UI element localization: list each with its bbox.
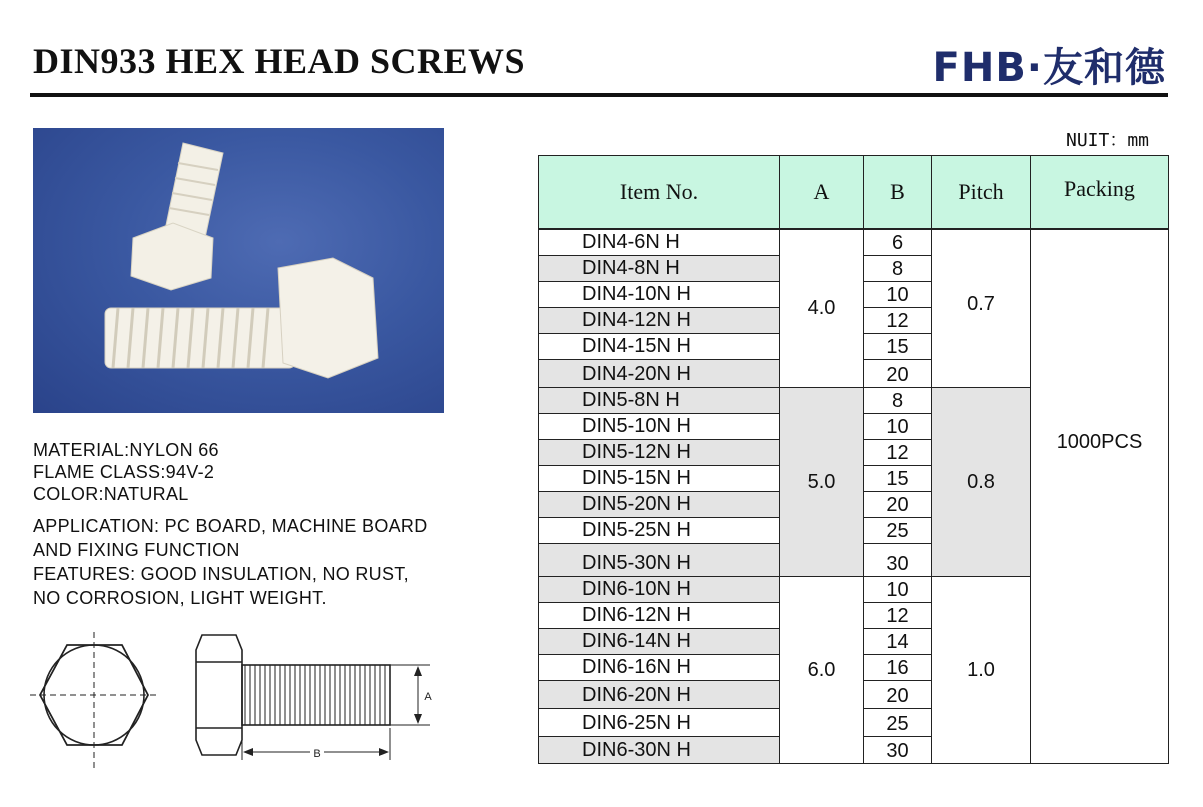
table-row-item: DIN5-15N H xyxy=(538,465,780,492)
header-a: A xyxy=(779,155,864,229)
features-line: NO CORROSION, LIGHT WEIGHT. xyxy=(33,588,327,608)
table-row-b: 10 xyxy=(863,281,932,308)
dimension-label-a: A xyxy=(424,691,432,703)
table-row-b: 12 xyxy=(863,602,932,629)
table-row-item: DIN6-14N H xyxy=(538,628,780,655)
table-row-item: DIN4-15N H xyxy=(538,333,780,360)
header-b: B xyxy=(863,155,932,229)
table-row-item: DIN6-10N H xyxy=(538,576,780,603)
header-item-no: Item No. xyxy=(538,155,780,229)
table-row-b: 16 xyxy=(863,654,932,681)
table-row-b: 20 xyxy=(863,680,932,709)
title-divider xyxy=(30,93,1168,97)
application-line: AND FIXING FUNCTION xyxy=(33,540,240,560)
specs-list xyxy=(33,439,219,505)
dimension-label-b: B xyxy=(313,748,321,760)
table-row-item: DIN6-25N H xyxy=(538,708,780,737)
spec-color: COLOR:NATURAL xyxy=(33,484,189,504)
table-row-item: DIN4-8N H xyxy=(538,255,780,282)
table-packing-value: 1000PCS xyxy=(1030,229,1169,764)
table-row-b: 6 xyxy=(863,229,932,256)
table-row-b: 8 xyxy=(863,387,932,414)
table-row-item: DIN4-10N H xyxy=(538,281,780,308)
table-row-b: 30 xyxy=(863,736,932,764)
table-row-item: DIN6-12N H xyxy=(538,602,780,629)
header-packing: Packing xyxy=(1030,155,1169,229)
table-row-item: DIN5-25N H xyxy=(538,517,780,544)
table-row-item: DIN6-16N H xyxy=(538,654,780,681)
table-row-b: 12 xyxy=(863,439,932,466)
header-pitch: Pitch xyxy=(931,155,1031,229)
table-row-b: 25 xyxy=(863,708,932,737)
page-title: DIN933 HEX HEAD SCREWS xyxy=(33,41,526,81)
table-row-item: DIN6-30N H xyxy=(538,736,780,764)
table-pitch-value: 0.8 xyxy=(931,387,1031,577)
brand-logo: FHB·友和德 xyxy=(932,45,1166,91)
table-row-item: DIN4-20N H xyxy=(538,359,780,388)
technical-drawing xyxy=(30,630,450,780)
table-pitch-value: 1.0 xyxy=(931,576,1031,764)
table-a-value: 5.0 xyxy=(779,387,864,577)
table-a-value: 6.0 xyxy=(779,576,864,764)
table-row-item: DIN5-10N H xyxy=(538,413,780,440)
spec-table xyxy=(538,155,1169,764)
spec-flame-class: FLAME CLASS:94V-2 xyxy=(33,462,215,482)
table-row-item: DIN5-12N H xyxy=(538,439,780,466)
table-row-item: DIN6-20N H xyxy=(538,680,780,709)
spec-material: MATERIAL:NYLON 66 xyxy=(33,440,219,460)
table-row-b: 20 xyxy=(863,359,932,388)
application-text xyxy=(33,514,428,610)
screw-side-view xyxy=(196,635,390,755)
table-row-item: DIN5-30N H xyxy=(538,543,780,577)
unit-label: NUIT：mm xyxy=(1066,130,1150,151)
table-row-item: DIN5-8N H xyxy=(538,387,780,414)
table-row-item: DIN5-20N H xyxy=(538,491,780,518)
table-row-b: 10 xyxy=(863,576,932,603)
table-row-b: 14 xyxy=(863,628,932,655)
table-row-b: 12 xyxy=(863,307,932,334)
table-row-item: DIN4-12N H xyxy=(538,307,780,334)
table-row-b: 30 xyxy=(863,543,932,577)
table-row-b: 20 xyxy=(863,491,932,518)
table-row-b: 25 xyxy=(863,517,932,544)
features-line: FEATURES: GOOD INSULATION, NO RUST, xyxy=(33,564,409,584)
table-row-b: 10 xyxy=(863,413,932,440)
table-pitch-value: 0.7 xyxy=(931,229,1031,388)
product-photo xyxy=(33,128,444,413)
application-line: APPLICATION: PC BOARD, MACHINE BOARD xyxy=(33,516,428,536)
table-row-item: DIN4-6N H xyxy=(538,229,780,256)
table-row-b: 15 xyxy=(863,333,932,360)
table-a-value: 4.0 xyxy=(779,229,864,388)
table-row-b: 8 xyxy=(863,255,932,282)
table-row-b: 15 xyxy=(863,465,932,492)
